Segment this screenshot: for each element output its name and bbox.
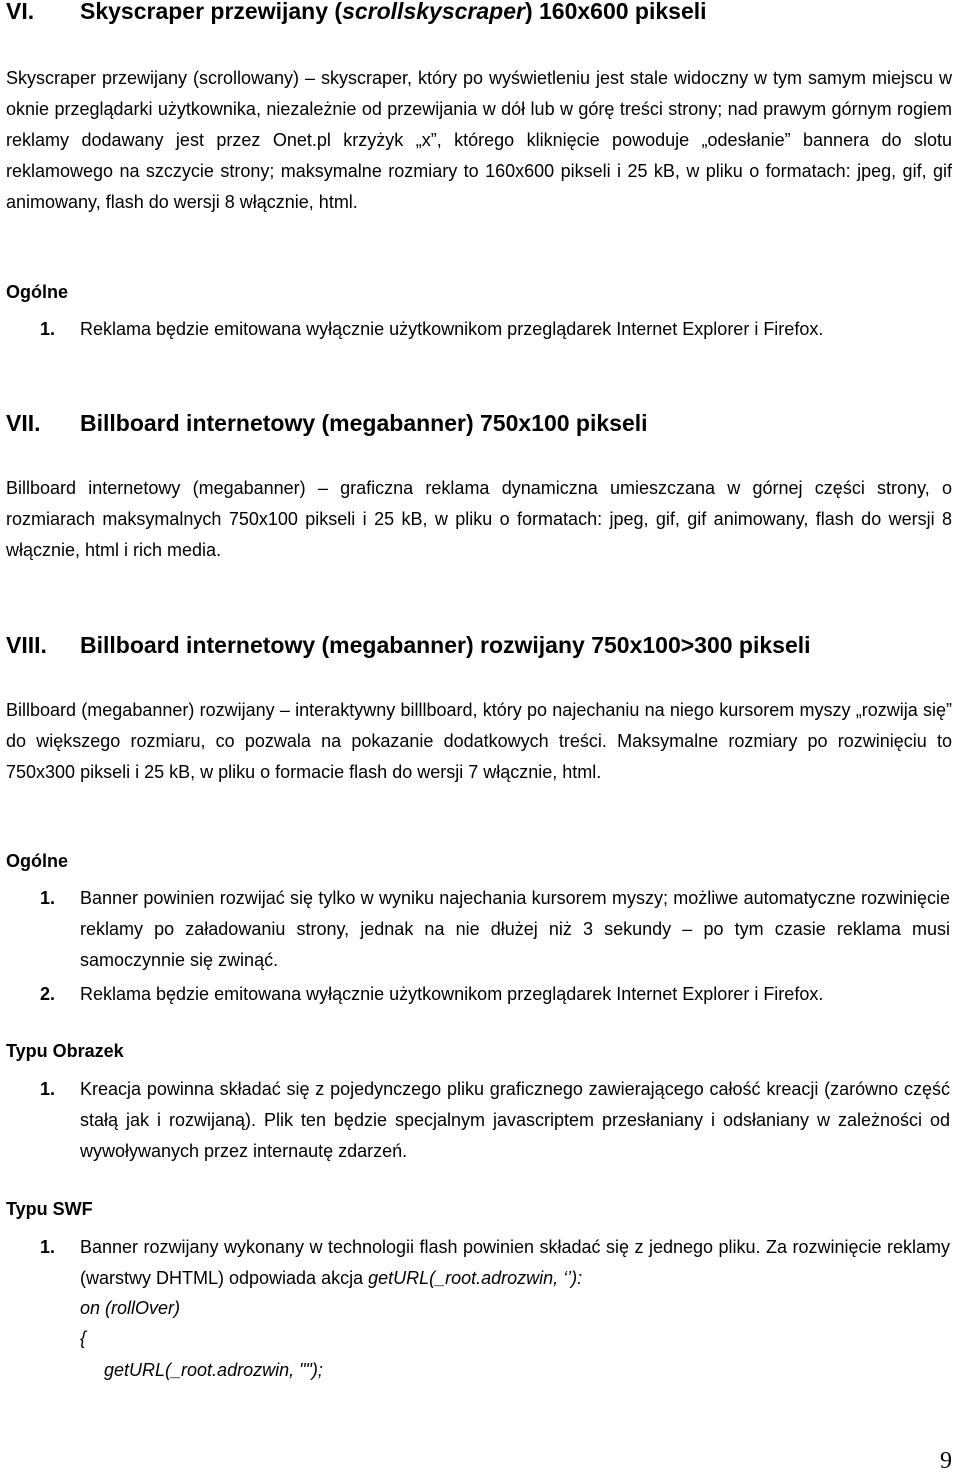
section-8-title: Billboard internetowy (megabanner) rozwijany 750x100>300 pikseli [80, 632, 811, 658]
section-7-number: VII. [6, 410, 41, 436]
section-8-general-item-2 [40, 979, 950, 1010]
list-item-number: 1. [40, 1079, 56, 1099]
list-item-number: 2. [40, 984, 56, 1004]
section-8-subheading-general: Ogólne [6, 851, 68, 871]
section-6-heading [6, 0, 707, 25]
list-item-number: 1. [40, 319, 56, 339]
list-item-number: 1. [40, 1237, 56, 1257]
section-7-heading [6, 410, 648, 437]
section-6-title-em: scrollskyscraper [342, 0, 525, 24]
section-6-list-item [40, 314, 950, 345]
section-6-number: VI. [6, 0, 35, 24]
list-item-number: 1. [40, 888, 56, 908]
code-line-3: getURL(_root.adrozwin, ""); [104, 1360, 323, 1380]
swf-item-text: Banner rozwijany wykonany w technologii flash powinien składać się z jednego pliku. Za rozwinięcie reklamy (warstwy DHTML) odpowiada akcja [80, 1237, 950, 1288]
list-item-text: Banner powinien rozwijać się tylko w wyniku najechania kursorem myszy; możliwe automatyczne rozwinięcie reklamy po załadowaniu strony, jednak na nie dłużej niż 3 sekundy – po tym czasie reklama musi samoczynnie się zwinąć. [80, 888, 950, 970]
section-6-subheading-general: Ogólne [6, 282, 68, 302]
section-8-heading [6, 632, 811, 659]
section-6-paragraph: Skyscraper przewijany (scrollowany) – skyscraper, który po wyświetleniu jest stale widoczny w tym samym miejscu w oknie przeglądarki użytkownika, niezależnie od przewijania w dół lub w górę treści strony; nad prawym górnym rogiem reklamy dodawany jest przez Onet.pl krzyżyk „x”, którego kliknięcie powoduje „odesłanie” bannera do slotu reklamowego na szczycie strony; maksymalne rozmiary to 160x600 pikseli i 25 kB, w pliku o formatach: jpeg, gif, gif animowany, flash do wersji 8 włącznie, html. [6, 68, 952, 212]
list-item-text: Kreacja powinna składać się z pojedynczego pliku graficznego zawierającego całość kreacji (zarówno część stałą jak i rozwijaną). Plik ten będzie specjalnym javascriptem przesłaniany i odsłaniany w zależności od wywoływanych przez internautę zdarzeń. [80, 1079, 950, 1161]
list-item-text: Reklama będzie emitowana wyłącznie użytkownikom przeglądarek Internet Explorer i Firefox. [80, 984, 824, 1004]
section-6-title-b: ) 160x600 pikseli [524, 0, 707, 24]
section-8-image-item-1 [40, 1074, 950, 1167]
section-7-title: Billboard internetowy (megabanner) 750x100 pikseli [80, 410, 648, 436]
swf-inline-code: getURL(_root.adrozwin, ‘’): [368, 1268, 583, 1288]
section-8-subheading-swf: Typu SWF [6, 1199, 93, 1219]
page-number: 9 [940, 1448, 952, 1474]
list-item-text: Reklama będzie emitowana wyłącznie użytkownikom przeglądarek Internet Explorer i Firefox. [80, 319, 824, 339]
section-8-general-item-1 [40, 883, 950, 976]
section-8-swf-item-1 [40, 1232, 950, 1294]
list-item-text [80, 1232, 950, 1294]
code-line-1: on (rollOver) [80, 1298, 181, 1318]
section-7-paragraph: Billboard internetowy (megabanner) – graficzna reklama dynamiczna umieszczana w górnej części strony, o rozmiarach maksymalnych 750x100 pikseli i 25 kB, w pliku o formatach: jpeg, gif, gif animowany, flash do wersji 8 włącznie, html i rich media. [6, 478, 952, 560]
section-8-number: VIII. [6, 632, 47, 658]
section-6-title-a: Skyscraper przewijany ( [80, 0, 343, 24]
code-line-2: { [80, 1328, 87, 1348]
section-8-paragraph: Billboard (megabanner) rozwijany – interaktywny billlboard, który po najechaniu na niego kursorem myszy „rozwija się” do większego rozmiaru, co pozwala na pokazanie dodatkowych treści. Maksymalne rozmiary po rozwinięciu to 750x300 pikseli i 25 kB, w pliku o formacie flash do wersji 7 włącznie, html. [6, 700, 952, 782]
section-8-subheading-image: Typu Obrazek [6, 1041, 124, 1061]
